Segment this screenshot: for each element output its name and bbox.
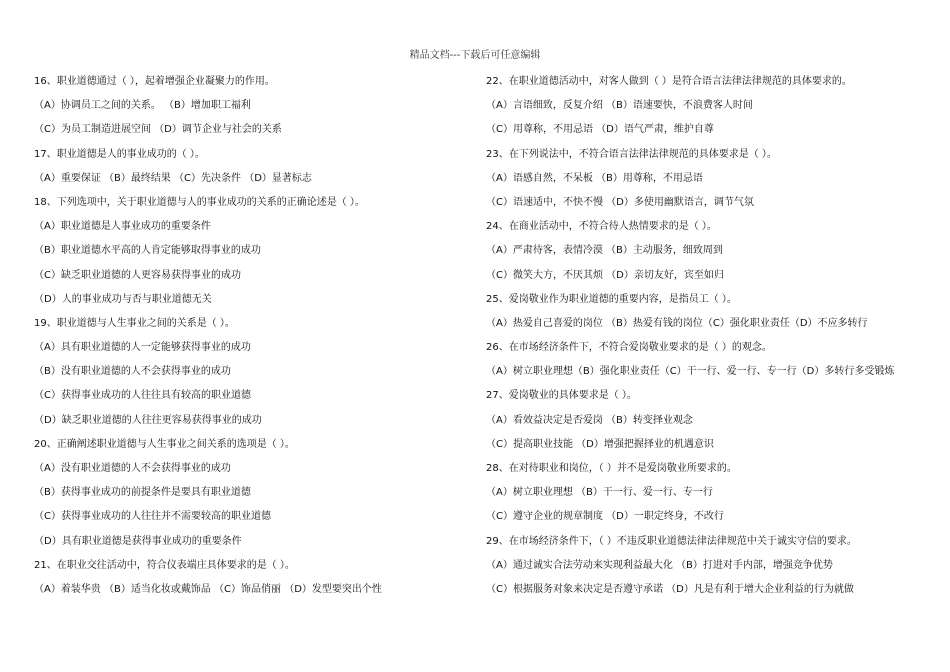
question-line: （D）具有职业道德是获得事业成功的重要条件 (34, 535, 242, 547)
question-line: （A）着装华贵 （B）适当化妆或戴饰品 （C）饰品俏丽 （D）发型要突出个性 (34, 583, 382, 595)
question-line: （B）获得事业成功的前提条件是要具有职业道德 (34, 487, 251, 499)
question-line: 18、下列选项中，关于职业道德与人的事业成功的关系的正确论述是（ ）。 (34, 196, 365, 208)
question-line: （C）微笑大方，不厌其烦 （D）亲切友好，宾至如归 (486, 269, 724, 281)
question-line: （A）树立职业理想 （B）干一行、爱一行、专一行 (486, 487, 713, 499)
question-line: （A）语感自然，不呆板 （B）用尊称，不用忌语 (486, 172, 703, 184)
question-line: （A）重要保证 （B）最终结果 （C）先决条件 （D）显著标志 (34, 172, 312, 184)
question-line: 22、在职业道德活动中，对客人做到（ ）是符合语言法律法律规范的具体要求的。 (486, 76, 852, 87)
question-line: （C）根据服务对象来决定是否遵守承诺 （D）凡是有利于增大企业利益的行为就做 (486, 583, 854, 595)
question-line: （C）用尊称，不用忌语 （D）语气严肃，维护自尊 (486, 124, 714, 136)
question-line: （C）获得事业成功的人往往具有较高的职业道德 (34, 390, 251, 402)
question-line: （D）人的事业成功与否与职业道德无关 (34, 293, 212, 305)
question-line: （A）职业道德是人事业成功的重要条件 (34, 221, 211, 233)
question-line: （A）协调员工之间的关系。 （B）增加职工福利 (34, 100, 251, 112)
question-line: （A）具有职业道德的人一定能够获得事业的成功 (34, 342, 251, 354)
question-line: （C）语速适中，不快不慢 （D）多使用幽默语言，调节气氛 (486, 196, 754, 208)
question-line: 26、在市场经济条件下，不符合爱岗敬业要求的是（ ）的观念。 (486, 342, 772, 354)
question-line: 16、职业道德通过（ ），起着增强企业凝聚力的作用。 (34, 76, 275, 87)
question-line: （B）没有职业道德的人不会获得事业的成功 (34, 366, 231, 378)
question-line: 21、在职业交往活动中，符合仪表端庄具体要求的是（ ）。 (34, 559, 295, 571)
question-line: （A）言语细致，反复介绍 （B）语速要快，不浪费客人时间 (486, 100, 753, 112)
question-line: 20、正确阐述职业道德与人生事业之间关系的选项是（ ）。 (34, 438, 295, 450)
question-line: （C）缺乏职业道德的人更容易获得事业的成功 (34, 269, 241, 281)
question-line: （C）提高职业技能 （D）增强把握择业的机遇意识 (486, 438, 714, 450)
question-line: （A）看效益决定是否爱岗 （B）转变择业观念 (486, 414, 693, 426)
page-header: 精品文档---下载后可任意编辑 (409, 50, 541, 61)
question-line: （C）遵守企业的规章制度 （D）一职定终身，不改行 (486, 511, 724, 523)
right-column (486, 73, 926, 605)
question-line: 24、在商业活动中，不符合待人热情要求的是（ ）。 (486, 221, 717, 233)
question-line: （C）获得事业成功的人往往并不需要较高的职业道德 (34, 511, 271, 523)
question-line: （A）树立职业理想（B）强化职业责任（C）干一行、爱一行、专一行（D）多转行多受锻炼 (486, 366, 895, 378)
question-line: （A）严肃待客，表情冷漠 （B）主动服务，细致周到 (486, 245, 723, 257)
question-line: 28、在对待职业和岗位，（ ）并不是爱岗敬业所要求的。 (486, 463, 737, 474)
question-line: 29、在市场经济条件下，（ ）不违反职业道德法律法律规范中关于诚实守信的要求。 (486, 535, 857, 547)
question-line: 17、职业道德是人的事业成功的（ ）。 (34, 148, 205, 160)
question-line: （A）热爱自己喜爱的岗位 （B）热爱有钱的岗位（C）强化职业责任（D）不应多转行 (486, 317, 868, 329)
question-line: 25、爱岗敬业作为职业道德的重要内容，是指员工（ ）。 (486, 293, 737, 305)
question-line: （C）为员工制造进展空间 （D）调节企业与社会的关系 (34, 124, 282, 136)
left-column (34, 73, 454, 605)
question-line: （D）缺乏职业道德的人往往更容易获得事业的成功 (34, 414, 262, 426)
question-line: 27、爱岗敬业的具体要求是（ ）。 (486, 390, 637, 402)
question-line: 23、在下列说法中，不符合语言法律法律规范的具体要求是（ ）。 (486, 148, 777, 160)
question-line: 19、职业道德与人生事业之间的关系是（ ）。 (34, 317, 235, 329)
question-line: （A）通过诚实合法劳动来实现利益最大化 （B）打进对手内部，增强竞争优势 (486, 559, 833, 571)
question-line: （B）职业道德水平高的人肯定能够取得事业的成功 (34, 245, 261, 257)
question-line: （A）没有职业道德的人不会获得事业的成功 (34, 463, 231, 474)
